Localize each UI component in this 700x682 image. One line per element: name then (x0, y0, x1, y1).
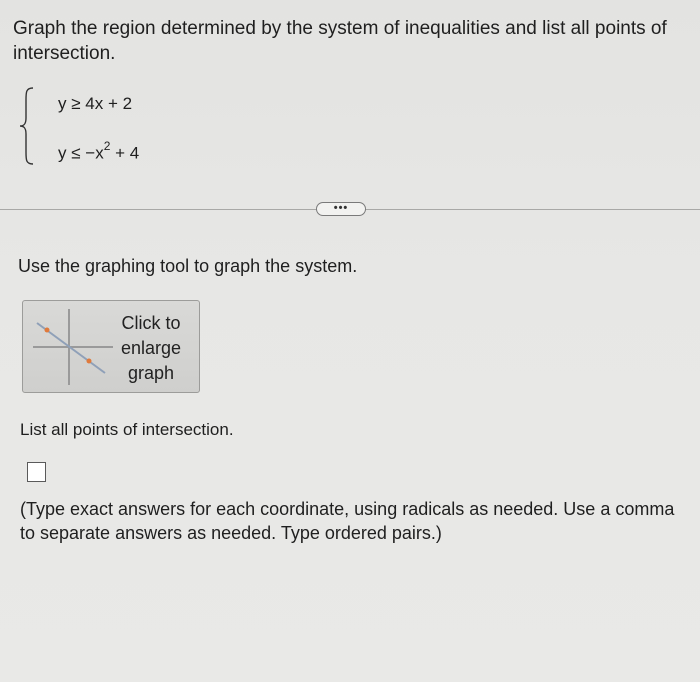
graph-label-line-2: enlarge (120, 338, 182, 358)
more-button[interactable]: ••• (316, 202, 366, 216)
inequality-2-exponent: 2 (103, 139, 111, 153)
graph-instruction: Use the graphing tool to graph the system. (18, 256, 358, 276)
enlarge-graph-button[interactable] (22, 300, 200, 393)
inequality-2 (58, 141, 139, 164)
graph-label-line-3: graph (127, 363, 175, 383)
mini-graph-icon (33, 309, 113, 385)
intersection-label: List all points of intersection. (20, 420, 234, 439)
inequality-2-base: y ≤ −x (58, 143, 104, 163)
inequality-system (18, 86, 218, 176)
left-brace-icon (18, 86, 38, 166)
inequality-2-tail: + 4 (110, 143, 140, 163)
graph-label-line-1: Click to (121, 313, 181, 333)
inequality-1: y ≥ 4x + 2 (58, 94, 133, 113)
intersection-answer-input[interactable] (27, 462, 46, 482)
answer-hint: (Type exact answers for each coordinate, using radicals as needed. Use a comma to separate answers as needed. Type ordered pairs.) (20, 499, 675, 543)
enlarge-graph-label (113, 311, 189, 386)
question-prompt: Graph the region determined by the system of inequalities and list all points of intersection. (13, 18, 667, 64)
